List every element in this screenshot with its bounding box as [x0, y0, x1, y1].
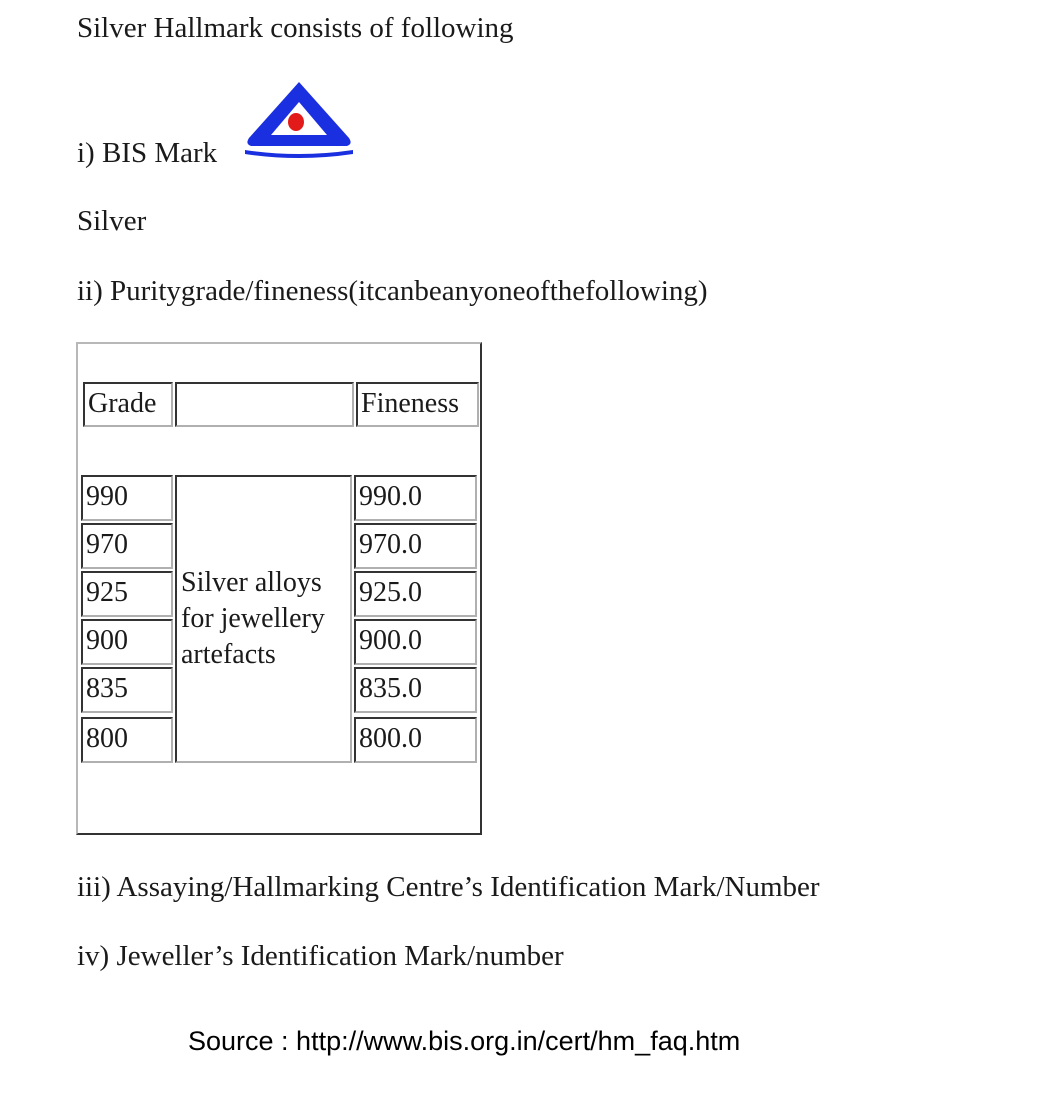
fineness-cell: 970.0: [354, 523, 477, 569]
grade-cell: 900: [81, 619, 173, 665]
fineness-cell: 835.0: [354, 667, 477, 713]
fineness-cell: 925.0: [354, 571, 477, 617]
header-empty: [175, 382, 354, 427]
assaying-label: iii) Assaying/Hallmarking Centre’s Identification Mark/Number: [77, 871, 820, 903]
bis-logo-icon: [243, 80, 355, 166]
grade-cell: 835: [81, 667, 173, 713]
header-fineness: Fineness: [356, 382, 479, 427]
page-heading: Silver Hallmark consists of following: [77, 12, 514, 44]
silver-label: Silver: [77, 205, 147, 237]
bis-mark-label: i) BIS Mark: [77, 137, 218, 169]
grade-cell: 925: [81, 571, 173, 617]
source-citation: Source : http://www.bis.org.in/cert/hm_faq.htm: [188, 1026, 741, 1056]
fineness-cell: 990.0: [354, 475, 477, 521]
description-cell: Silver alloys for jewellery artefacts: [175, 475, 352, 763]
grade-cell: 990: [81, 475, 173, 521]
fineness-cell: 800.0: [354, 717, 477, 763]
header-grade: Grade: [83, 382, 173, 427]
jeweller-label: iv) Jeweller’s Identification Mark/number: [77, 940, 564, 972]
purity-label: ii) Puritygrade/fineness(itcanbeanyoneofthefollowing): [77, 275, 708, 307]
fineness-cell: 900.0: [354, 619, 477, 665]
grade-cell: 800: [81, 717, 173, 763]
grade-cell: 970: [81, 523, 173, 569]
